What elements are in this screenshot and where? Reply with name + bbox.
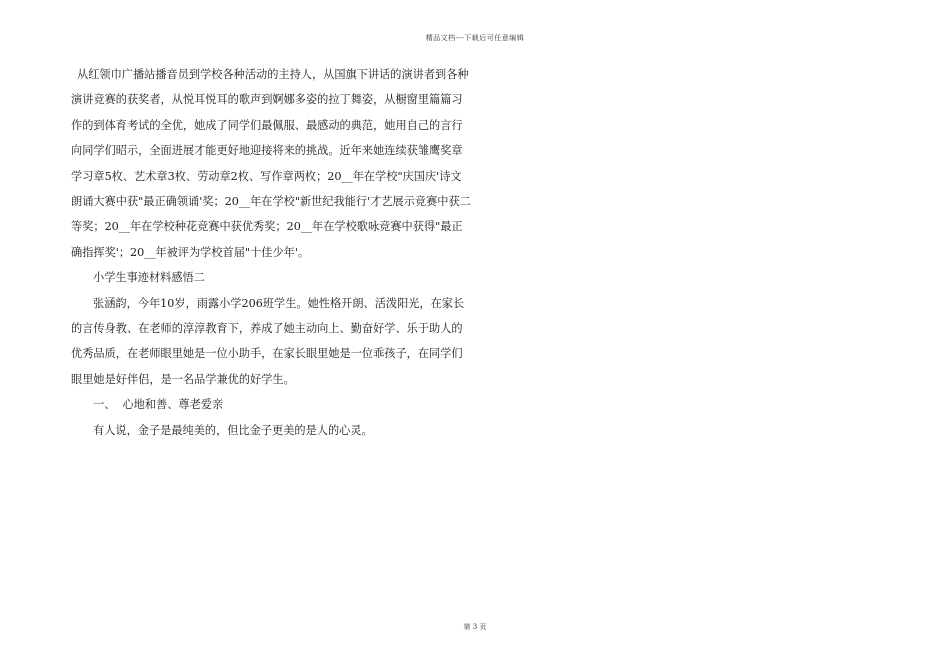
section-heading: 小学生事迹材料感悟二 xyxy=(93,271,205,285)
page-footer: 第 3 页 xyxy=(463,623,487,631)
page-header: 精品文档---下载后可任意编辑 xyxy=(425,34,525,42)
document-body xyxy=(71,62,471,443)
paragraph-profile: 张涵韵，今年10岁，雨露小学206班学生。她性格开朗、活泼阳光，在家长的言传身教、在老师的淳淳教育下，养成了她主动向上、勤奋好学、乐于助人的优秀品质，在老师眼里她是一位小助手，在家长眼里她是一位乖孩子，在同学们眼里她是好伴侣，是一名品学兼优的好学生。 xyxy=(71,296,465,386)
paragraph-quote: 有人说，金子是最纯美的，但比金子更美的是人的心灵。 xyxy=(93,423,373,437)
subsection-heading: 一、 心地和善、尊老爱亲 xyxy=(93,398,224,412)
paragraph-intro: 从红领巾广播站播音员到学校各种活动的主持人，从国旗下讲话的演讲者到各种演讲竞赛的获奖者，从悦耳悦耳的歌声到婀娜多姿的拉丁舞姿，从橱窗里篇篇习作的到体育考试的全优，她成了同学们最佩服、最感动的典范，她用自己的言行向同学们昭示，全面进展才能更好地迎接将来的挑战。近年来她连续获雏鹰奖章学习章5枚、艺术章3枚、劳动章2枚、写作章两枚；20__年在学校"庆国庆'诗文朗诵大赛中获"最正确领诵'奖；20__年在学校"新世纪我能行'才艺展示竞赛中获二等奖；20__年在学校种花竞赛中获优秀奖；20__年在学校歌咏竞赛中获得"最正确指挥奖'；20__年被评为学校首届"十佳少年'。 xyxy=(71,68,471,259)
